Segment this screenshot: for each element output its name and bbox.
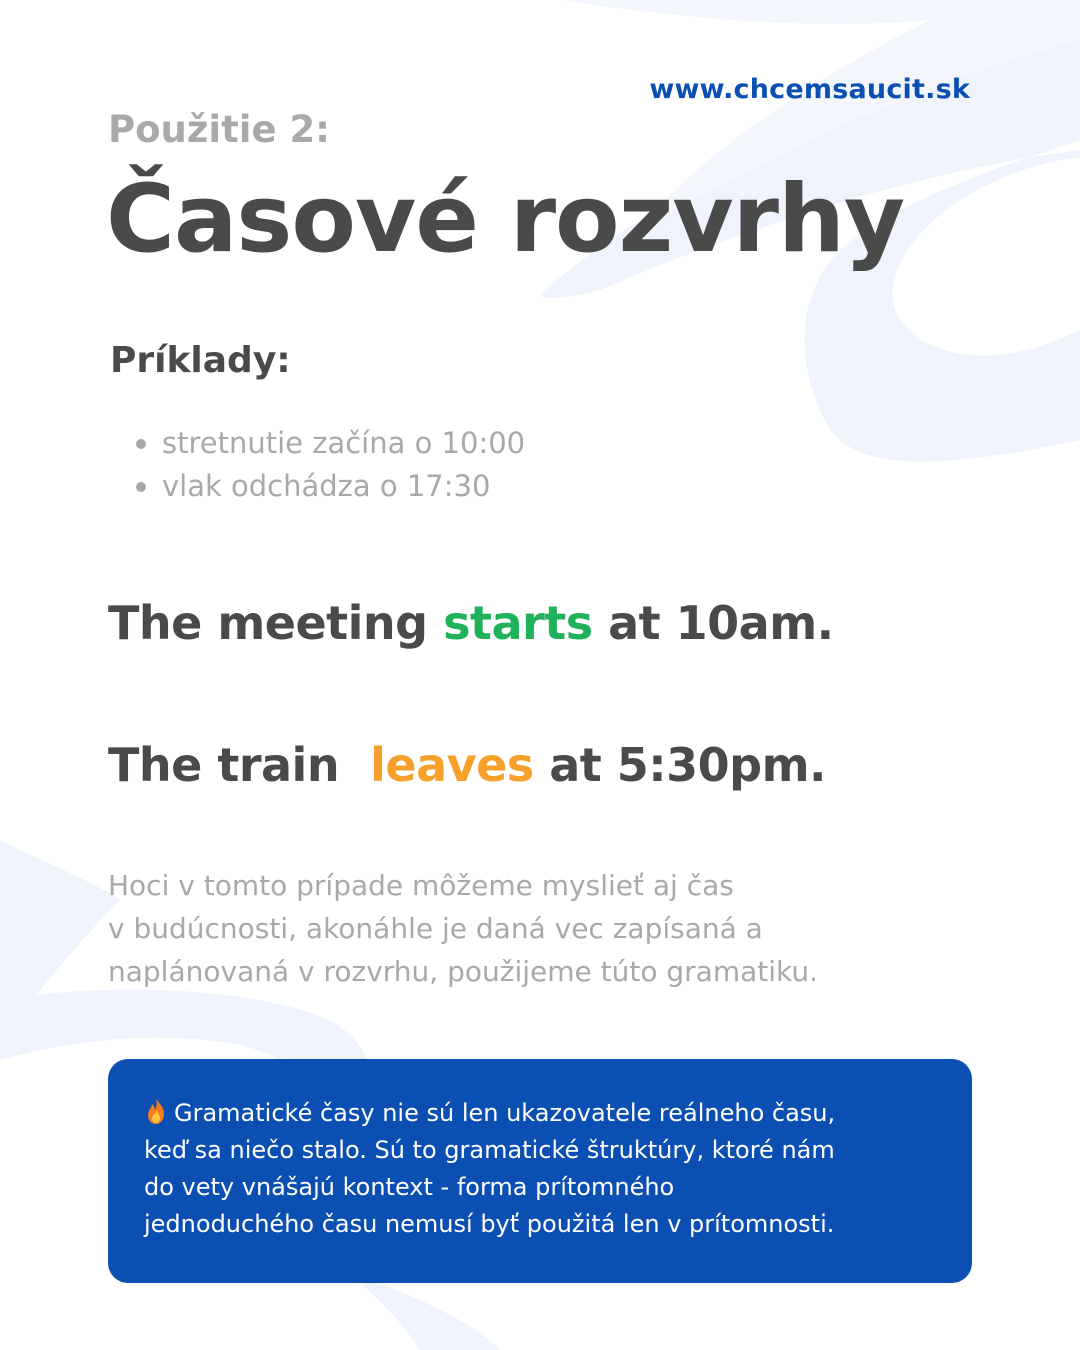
bullet-icon xyxy=(136,439,146,449)
bullet-icon xyxy=(136,482,146,492)
note-line: v budúcnosti, akonáhle je daná vec zapísaná a xyxy=(108,912,763,945)
info-callout xyxy=(108,1059,972,1283)
site-url[interactable]: www.chcemsaucit.sk xyxy=(649,74,970,105)
example-sentence-meeting xyxy=(108,596,834,650)
list-item-text: stretnutie začína o 10:00 xyxy=(162,426,526,460)
info-line: jednoduchého času nemusí byť použitá len v prítomnosti. xyxy=(144,1210,835,1238)
example-sentence-train xyxy=(108,738,826,792)
sentence-text-before: The train xyxy=(108,738,371,792)
sentence-text-before: The meeting xyxy=(108,596,444,650)
info-line: do vety vnášajú kontext - forma prítomného xyxy=(144,1173,675,1201)
list-item xyxy=(134,465,525,508)
list-item xyxy=(134,422,525,465)
info-line xyxy=(144,1095,936,1132)
examples-list xyxy=(134,422,525,508)
subtitle: Použitie 2: xyxy=(108,108,330,151)
verb-highlight: leaves xyxy=(370,738,534,792)
page-title: Časové rozvrhy xyxy=(106,165,905,274)
note-line: naplánovaná v rozvrhu, použijeme túto gramatiku. xyxy=(108,955,819,988)
fire-icon xyxy=(144,1097,168,1125)
info-line-text: Gramatické časy nie sú len ukazovatele reálneho času, xyxy=(174,1099,836,1127)
info-text xyxy=(144,1095,936,1243)
note-line: Hoci v tomto prípade môžeme myslieť aj čas xyxy=(108,869,734,902)
sentence-text-after: at 10am. xyxy=(592,596,834,650)
examples-heading: Príklady: xyxy=(110,340,291,381)
sentence-text-after: at 5:30pm. xyxy=(533,738,826,792)
verb-highlight: starts xyxy=(443,596,593,650)
explanation-note xyxy=(108,864,968,993)
info-line: keď sa niečo stalo. Sú to gramatické štruktúry, ktoré nám xyxy=(144,1136,835,1164)
list-item-text: vlak odchádza o 17:30 xyxy=(162,469,491,503)
